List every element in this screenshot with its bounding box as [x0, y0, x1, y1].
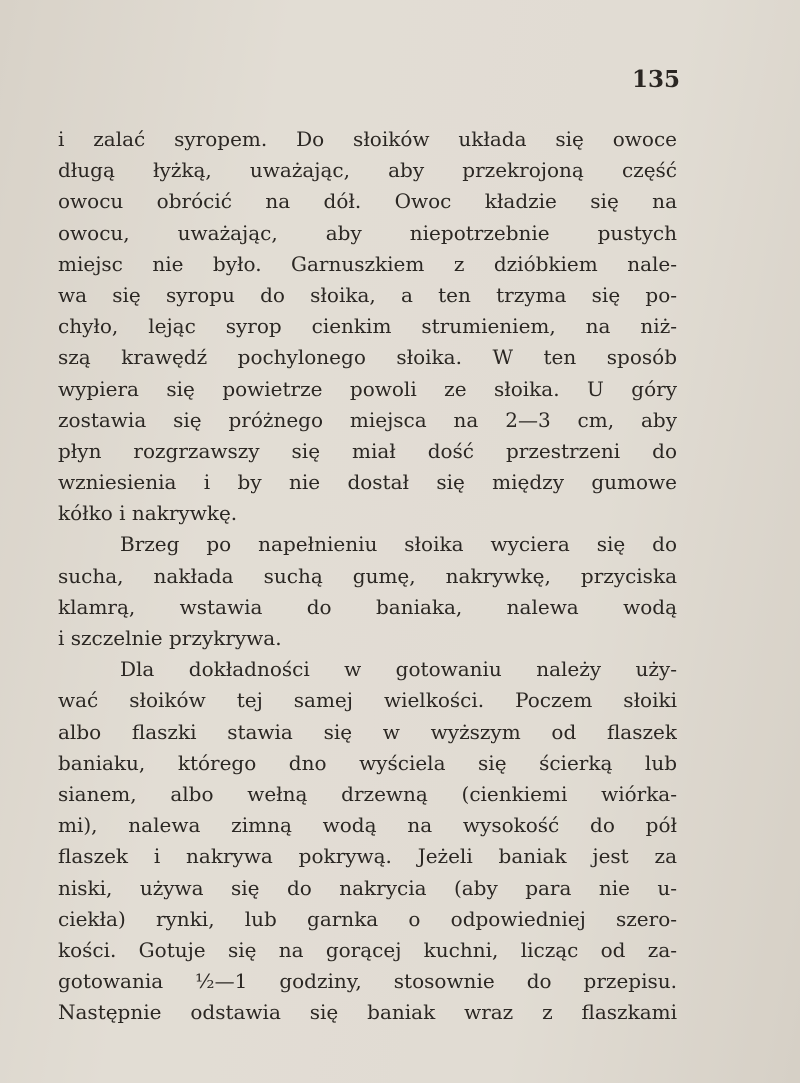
text-line: i zalać syropem. Do słoików układa się owoce — [58, 127, 677, 151]
text-line: szą krawędź pochylonego słoika. W ten sposób — [58, 345, 677, 370]
text-line: niski, używa się do nakrycia (aby para nie u- — [58, 875, 677, 900]
text-line: klamrą, wstawia do baniaka, nalewa wodą — [58, 594, 677, 619]
text-line: miejsc nie było. Garnuszkiem z dzióbkiem nale- — [58, 251, 677, 276]
text-line: kółko i nakrywkę. — [58, 501, 238, 526]
text-line: chyło, lejąc syrop cienkim strumieniem, na niż- — [58, 314, 677, 339]
text-line: mi), nalewa zimną wodą na wysokość do pół — [58, 813, 677, 838]
text-line: wypiera się powietrze powoli ze słoika. U góry — [58, 376, 677, 401]
text-line: wzniesienia i by nie dostał się między gumowe — [58, 470, 677, 495]
text-line: wa się syropu do słoika, a ten trzyma się po- — [58, 282, 677, 307]
text-line: flaszek i nakrywa pokrywą. Jeżeli baniak jest za — [58, 844, 677, 869]
text-line: i szczelnie przykrywa. — [58, 626, 282, 650]
text-line: kości. Gotuje się na gorącej kuchni, licząc od za- — [58, 937, 677, 962]
body-text — [58, 124, 677, 1028]
paragraph-start-line: Dla dokładności w gotowaniu należy uży- — [120, 657, 677, 682]
text-line: ciekła) rynki, lub garnka o odpowiedniej szero- — [58, 906, 677, 931]
text-line: sianem, albo wełną drzewną (cienkiemi wiórka- — [58, 781, 677, 806]
page-number: 135 — [631, 66, 680, 93]
text-line: Następnie odstawia się baniak wraz z flaszkami — [58, 1000, 677, 1025]
text-line: sucha, nakłada suchą gumę, nakrywkę, przyciska — [58, 563, 677, 588]
text-line: płyn rozgrzawszy się miał dość przestrzeni do — [58, 438, 677, 463]
text-line: zostawia się próżnego miejsca na 2—3 cm, aby — [58, 407, 677, 432]
text-line: długą łyżką, uważając, aby przekrojoną część — [58, 158, 677, 183]
text-line: owocu, uważając, aby niepotrzebnie pustych — [58, 220, 677, 245]
text-line: gotowania ½—1 godziny, stosownie do przepisu. — [58, 969, 677, 994]
text-line: wać słoików tej samej wielkości. Poczem słoiki — [58, 688, 677, 713]
paragraph-start-line: Brzeg po napełnieniu słoika wyciera się do — [120, 532, 677, 557]
text-line: albo flaszki stawia się w wyższym od flaszek — [58, 719, 677, 744]
text-line: baniaku, którego dno wyściela się ścierką lub — [58, 750, 677, 775]
text-line: owocu obrócić na dół. Owoc kładzie się na — [58, 189, 677, 214]
